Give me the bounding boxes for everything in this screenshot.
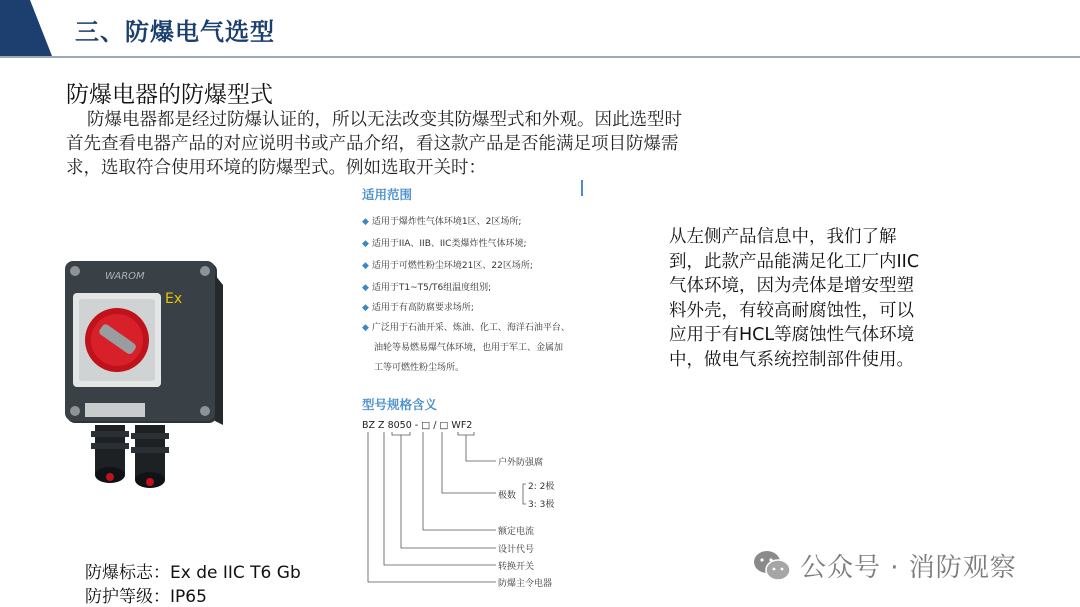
spec-heading: 适用范围 <box>362 187 413 202</box>
model-label-pole3: 3: 3极 <box>528 500 555 510</box>
wechat-icon <box>752 549 792 583</box>
spec-item: ◆ 适用于IIA、IIB、IIC类爆炸性气体环境; <box>362 239 527 249</box>
explanation-text: 从左侧产品信息中，我们了解到，此款产品能满足化工厂内IIC气体环境，因为壳体是增安型塑料外壳，有较高耐腐蚀性，可以应用于有HCL等腐蚀性气体环境中，做电气系统控制部件使用。 <box>669 227 920 370</box>
explosion-proof-switch-image <box>55 255 225 505</box>
bullet-diamond-icon: ◆ <box>362 323 369 333</box>
model-label-poles: 极数 <box>498 491 517 501</box>
spec-item-continuation: 油轮等易燃易爆气体环境，也用于军工、金属加 <box>374 343 564 353</box>
section-subtitle: 防爆电器的防爆型式 <box>66 82 273 108</box>
spec-item: ◆ 适用于T1~T5/T6组温度组别; <box>362 283 492 293</box>
spec-item: ◆ 适用于爆炸性气体环境1区、2区场所; <box>362 217 522 227</box>
model-label-current: 额定电流 <box>498 527 535 537</box>
bullet-diamond-icon: ◆ <box>362 283 369 293</box>
model-code: BZ Z 8050 - □ / □ WF2 <box>362 420 473 431</box>
brand-label: WAROM <box>105 271 145 282</box>
bullet-diamond-icon: ◆ <box>362 303 369 313</box>
page-title: 三、防爆电气选型 <box>75 18 275 46</box>
spec-item: ◆ 适用于有高防腐要求场所; <box>362 303 474 313</box>
spec-item: ◆ 广泛用于石油开采、炼油、化工、海洋石油平台、 <box>362 323 570 333</box>
bullet-diamond-icon: ◆ <box>362 217 369 227</box>
explosion-proof-mark: 防爆标志：Ex de IIC T6 Gb <box>85 563 301 583</box>
header-accent-shape <box>0 0 52 56</box>
bullet-diamond-icon: ◆ <box>362 239 369 249</box>
protection-level: 防护等级：IP65 <box>85 587 207 607</box>
model-label-main: 防爆主令电器 <box>498 579 553 589</box>
model-breakdown-diagram <box>362 430 592 590</box>
bullet-diamond-icon: ◆ <box>362 261 369 271</box>
intro-paragraph: 防爆电器都是经过防爆认证的，所以无法改变其防爆型式和外观。因此选型时首先查看电器产品的对应说明书或产品介绍，看这款产品是否能满足项目防爆需求，选取符合使用环境的防爆型式。例如选取开关时： <box>66 110 682 178</box>
wechat-watermark <box>752 547 1017 584</box>
spec-item: ◆ 适用于可燃性粉尘环境21区、22区场所; <box>362 261 533 271</box>
model-label-pole2: 2: 2极 <box>528 482 555 492</box>
model-label-switch: 转换开关 <box>498 562 535 572</box>
spec-item-continuation: 工等可燃性粉尘场所。 <box>374 363 465 373</box>
watermark-text: 公众号 · 消防观察 <box>800 553 1017 583</box>
spec-accent-bar <box>581 180 583 196</box>
header-divider <box>0 56 1080 58</box>
model-label-design: 设计代号 <box>498 545 535 555</box>
model-label-outdoor: 户外防强腐 <box>498 458 544 468</box>
model-heading: 型号规格含义 <box>362 397 438 412</box>
ex-label: Ex <box>165 291 183 307</box>
